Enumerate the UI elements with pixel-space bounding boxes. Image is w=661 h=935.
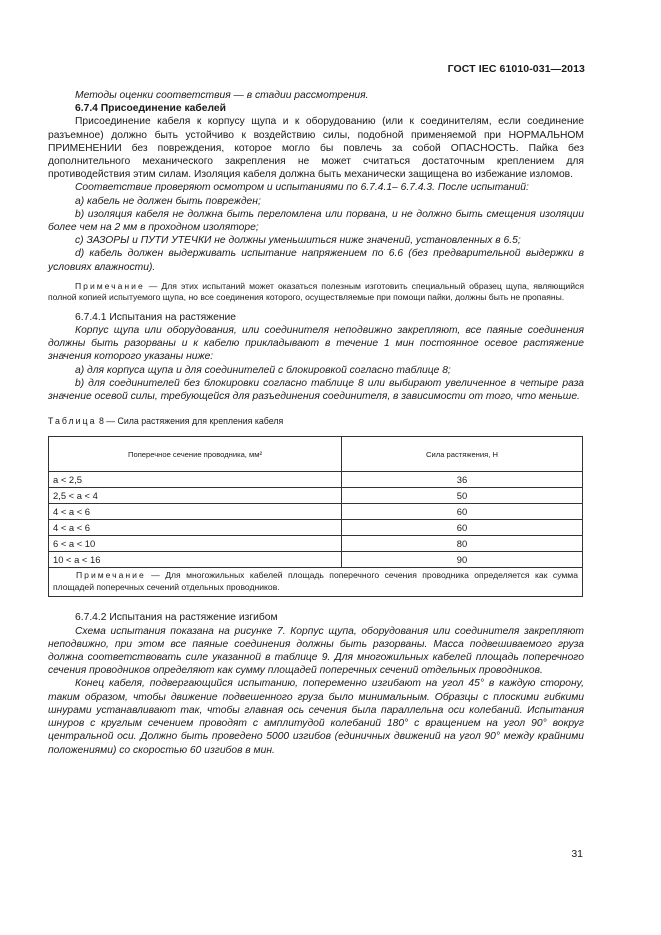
cell-force: 50 bbox=[342, 488, 583, 504]
list-item-a: a) кабель не должен быть поврежден; bbox=[75, 195, 261, 207]
table-note-row bbox=[49, 568, 583, 597]
list-item-b: b) для соединителей без блокировки согласно таблице 8 или выбирают увеличенное в четыре раза значение осевой силы, требующейся для разъединения соединителя, в зависимости от того, что меньше. bbox=[48, 377, 584, 403]
table-note-label: Примечание bbox=[76, 570, 146, 581]
cell-force: 90 bbox=[342, 552, 583, 568]
table-row bbox=[49, 536, 583, 552]
document-id: ГОСТ IEC 61010-031—2013 bbox=[447, 63, 585, 75]
table-caption-label: Таблица bbox=[48, 416, 97, 427]
subsection-title: 6.7.4.1 Испытания на растяжение bbox=[75, 311, 237, 323]
table-header-row bbox=[49, 437, 583, 472]
table-row bbox=[49, 520, 583, 536]
list-item-d: d) кабель должен выдерживать испытание напряжением по 6.6 (без предварительной выдержки в условиях влажности). bbox=[48, 248, 584, 273]
subsection-title: 6.7.4.2 Испытания на растяжение изгибом bbox=[75, 612, 278, 624]
table-row bbox=[49, 488, 583, 504]
cell-range: a < 2,5 bbox=[49, 472, 342, 488]
page-number: 31 bbox=[571, 848, 583, 860]
section-title: 6.7.4 Присоединение кабелей bbox=[75, 103, 226, 115]
paragraph: Корпус щупа или оборудования, или соединителя неподвижно закрепляют, все паяные соединения должны быть разорваны и к кабелю прикладывают в течение 1 мин постоянное осевое растяжение значения которого указаны ниже: bbox=[48, 325, 584, 363]
cell-range: 4 < a < 6 bbox=[49, 520, 342, 536]
table-note bbox=[49, 568, 583, 597]
table-caption-text: 8 — Сила растяжения для крепления кабеля bbox=[96, 416, 284, 427]
cell-force: 80 bbox=[342, 536, 583, 552]
col-header-force: Сила растяжения, Н bbox=[342, 437, 583, 472]
cell-force: 36 bbox=[342, 472, 583, 488]
page-content bbox=[48, 89, 584, 757]
table-row bbox=[49, 504, 583, 520]
note-text: — Для этих испытаний может оказаться полезным изготовить специальный образец щупа, являющийся полной копией испытуемого щупа, но все соединения которого, осуществляемые при помощи пайки, должны быть не пропаяны. bbox=[48, 280, 584, 303]
paragraph: Схема испытания показана на рисунке 7. Корпус щупа, оборудования или соединителя закрепляют неподвижно, при этом все паяные соединения должны быть разорваны. Масса подвешиваемого груза должна соответствовать силе указанной в таблице 9. Для многожильных кабелей площадь поперечного сечения проводников определяют как сумму площадей поперечных сечений отдельных проводников. bbox=[48, 625, 584, 677]
list-item-b: b) изоляция кабеля не должна быть переломлена или порвана, и не должно быть смещения изоляции более чем на 2 мм в проходном изоляторе; bbox=[48, 208, 584, 234]
cell-range: 4 < a < 6 bbox=[49, 504, 342, 520]
note-label: Примечание bbox=[75, 280, 145, 291]
paragraph: Присоединение кабеля к корпусу щупа и к оборудованию (или к соединителям, если соединение разъемное) должно быть устойчиво к воздействию силы, подобной применяемой при НОРМАЛЬНОМ ПРИМЕНЕНИИ без повреждения, которое могло бы повлечь за собой ОПАСНОСТЬ. Пайка без дополнительного механического закрепления не может считаться достаточным креплением для противодействия этим силам. Изоляция кабеля должна быть механически защищена во избежание изломов. bbox=[48, 116, 584, 181]
compliance-paragraph: Соответствие проверяют осмотром и испытаниями по 6.7.4.1– 6.7.4.3. После испытаний: bbox=[75, 182, 529, 194]
col-header-section: Поперечное сечение проводника, мм² bbox=[49, 437, 342, 472]
cell-range: 6 < a < 10 bbox=[49, 536, 342, 552]
table-caption bbox=[48, 415, 584, 428]
tension-table bbox=[48, 436, 583, 597]
cell-range: 10 < a < 16 bbox=[49, 552, 342, 568]
list-item-a: a) для корпуса щупа и для соединителей с блокировкой согласно таблице 8; bbox=[75, 364, 451, 376]
cell-range: 2,5 < a < 4 bbox=[49, 488, 342, 504]
table-note-text: — Для многожильных кабелей площадь поперечного сечения проводника определяется как сумма площадей поперечных сечений отдельных проводников. bbox=[53, 570, 578, 592]
table-row bbox=[49, 552, 583, 568]
methods-line: Методы оценки соответствия — в стадии рассмотрения. bbox=[75, 90, 369, 101]
list-item-c: c) ЗАЗОРЫ и ПУТИ УТЕЧКИ не должны уменьшиться ниже значений, установленных в 6.5; bbox=[75, 235, 521, 247]
paragraph: Конец кабеля, подвергающийся испытанию, попеременно изгибают на угол 45° в каждую сторону, таким образом, чтобы движение подвешенного груза было минимальным. Образцы с плоскими гибкими шнурами устанавливают так, чтобы главная ось сечения была параллельна оси колебаний. Испытания шнуров с круглым сечением проводят с амплитудой колебаний 180° с вращением на угол 90° вокруг центральной оси. Должно быть проведено 5000 изгибов (единичных движений на угол 90° между крайними положениями) со скоростью 60 изгибов в мин. bbox=[48, 678, 584, 756]
cell-force: 60 bbox=[342, 504, 583, 520]
cell-force: 60 bbox=[342, 520, 583, 536]
table-row bbox=[49, 472, 583, 488]
note-1 bbox=[48, 281, 584, 304]
